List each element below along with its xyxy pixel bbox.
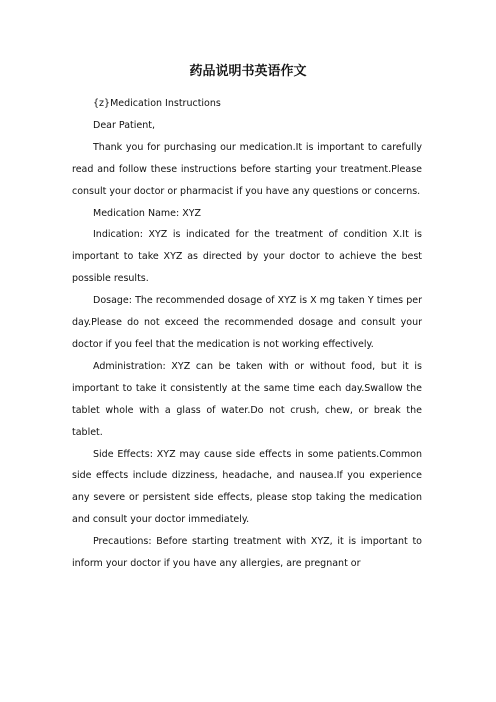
medication-name-paragraph: Medication Name: XYZ xyxy=(93,207,202,219)
document-body xyxy=(72,93,422,575)
precautions-paragraph: Precautions: Before starting treatment with XYZ, it is important to inform your doctor if you have any allergies, are pregnant or xyxy=(72,536,422,570)
document-title: 药品说明书英语作文 xyxy=(189,64,307,79)
indication-paragraph: Indication: XYZ is indicated for the treatment of condition X.It is important to take XYZ as directed by your doctor to achieve the best possible results. xyxy=(72,229,422,285)
heading-paragraph: {z}Medication Instructions xyxy=(93,98,221,109)
administration-paragraph: Administration: XYZ can be taken with or without food, but it is important to take it consistently at the same time each day.Swallow the tablet whole with a glass of water.Do not crush, chew, or break the tablet. xyxy=(72,360,422,438)
side-effects-paragraph: Side Effects: XYZ may cause side effects in some patients.Common side effects include dizziness, headache, and nausea.If you experience any severe or persistent side effects, please stop taking the medication and consult your doctor immediately. xyxy=(72,448,422,526)
salutation-paragraph: Dear Patient, xyxy=(93,119,156,131)
intro-paragraph: Thank you for purchasing our medication.It is important to carefully read and follow these instructions before starting your treatment.Please consult your doctor or pharmacist if you have any questions or concerns. xyxy=(72,141,422,197)
dosage-paragraph: Dosage: The recommended dosage of XYZ is X mg taken Y times per day.Please do not exceed the recommended dosage and consult your doctor if you feel that the medication is not working effectively. xyxy=(72,295,422,350)
